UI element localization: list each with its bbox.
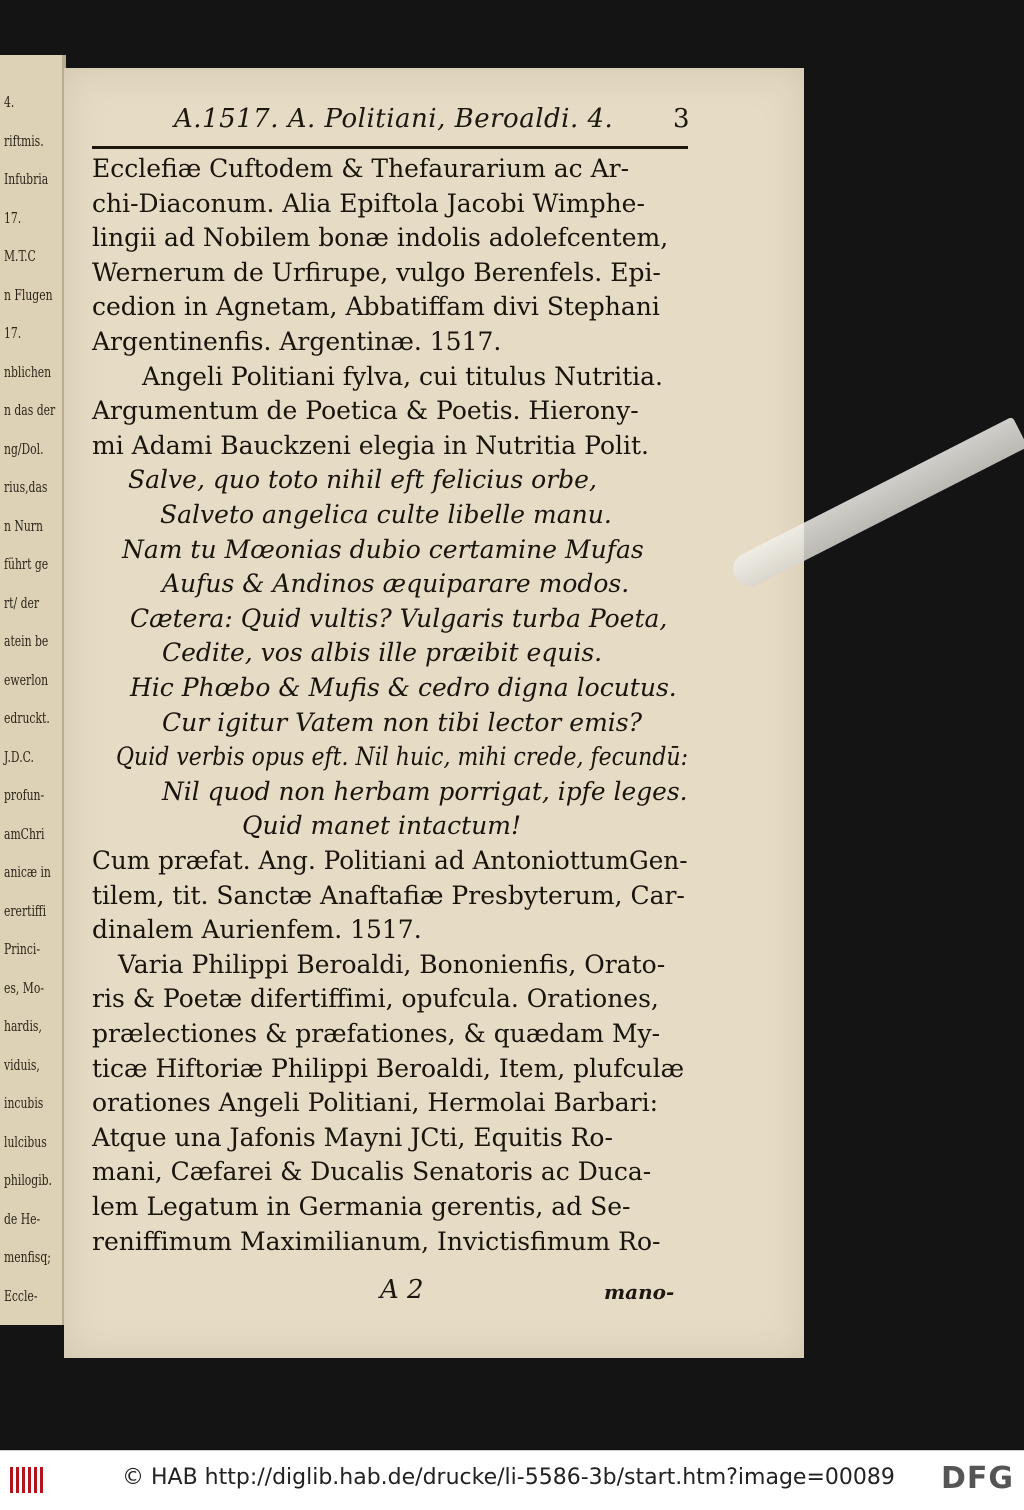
facing-page-fragment: 4.	[4, 93, 15, 111]
facing-page-fragment: n das der	[4, 401, 56, 419]
text-line: cedion in Agnetam, Abbatiffam divi Stephani	[92, 292, 660, 322]
facing-page-fragment: edruckt.	[4, 709, 50, 727]
text-line: Nam tu Mœonias dubio certamine Mufas	[122, 534, 644, 564]
facing-page-fragment: J.D.C.	[4, 747, 34, 766]
text-line: mi Adami Bauckzeni elegia in Nutritia Polit.	[92, 430, 649, 460]
copyright-url[interactable]: © HAB http://diglib.hab.de/drucke/li-5586-3b/start.htm?image=00089	[122, 1465, 895, 1490]
text-line: Atque una Jafonis Mayni JCti, Equitis Ro-	[92, 1122, 613, 1152]
text-line: orationes Angeli Politiani, Hermolai Barbari:	[92, 1088, 659, 1118]
page-number: 3	[672, 104, 690, 134]
text-line: Ecclefiæ Cuftodem & Thefaurarium ac Ar-	[92, 154, 630, 183]
facing-page-fragment: profun-	[4, 786, 45, 804]
facing-page-fragment: atein be	[4, 632, 49, 650]
text-line: Salveto angelica culte libelle manu.	[160, 500, 612, 529]
text-line: Cætera: Quid vultis? Vulgaris turba Poeta,	[130, 603, 668, 633]
running-head	[110, 104, 690, 140]
facing-page-fragment: M.T.C	[4, 247, 36, 265]
facing-page-fragment: lulcibus	[4, 1132, 47, 1151]
facing-page-fragment: 17.	[4, 324, 22, 342]
facing-page-fragment: führt ge	[4, 555, 49, 573]
facing-page-fragment: n Flugen	[4, 285, 53, 304]
hab-library-logo-icon	[8, 1463, 44, 1497]
text-line: Quid verbis opus eft. Nil huic, mihi crede, fecundū:	[116, 742, 688, 772]
running-head-title: A.1517. A. Politiani, Beroaldi. 4.	[174, 104, 614, 134]
facing-page-fragment: rt/ der	[4, 593, 40, 612]
dfg-logo: DFG	[940, 1461, 1014, 1496]
text-line: Argumentum de Poetica & Poetis. Hierony-	[92, 396, 639, 426]
facing-page-fragment: incubis	[4, 1094, 44, 1112]
signature-mark: A 2	[380, 1275, 424, 1305]
text-line: Angeli Politiani fylva, cui titulus Nutritia.	[142, 361, 663, 391]
text-line: Varia Philippi Beroaldi, Bononienfis, Orato-	[118, 949, 666, 979]
facing-page-edge	[0, 55, 66, 1325]
facing-page-fragment: philogib.	[4, 1171, 53, 1189]
text-line: ris & Poetæ difertiffimi, opufcula. Orationes,	[92, 984, 659, 1014]
text-line: dinalem Aurienfem. 1517.	[92, 915, 422, 945]
facing-page-fragment: Infubria	[4, 170, 49, 188]
catchword: mano-	[604, 1280, 675, 1304]
facing-page-fragment: rius,das	[4, 478, 48, 496]
facing-page-fragment: ewerlon	[4, 670, 49, 689]
text-line: lingii ad Nobilem bonæ indolis adolefcentem,	[92, 223, 669, 253]
text-line: ticæ Hiftoriæ Philippi Beroaldi, Item, plufculæ	[92, 1053, 685, 1083]
text-line: reniffimum Maximilianum, Invictisfimum Ro-	[92, 1226, 661, 1256]
text-line: Argentinenfis. Argentinæ. 1517.	[92, 327, 502, 356]
facing-page-fragment: amChri	[4, 824, 45, 843]
footer-bar	[0, 1450, 1024, 1510]
text-line: mani, Cæfarei & Ducalis Senatoris ac Duca-	[92, 1157, 652, 1187]
text-line: Hic Phœbo & Mufis & cedro digna locutus.	[130, 673, 677, 702]
text-line: Salve, quo toto nihil eft felicius orbe,	[128, 465, 597, 495]
head-rule	[92, 146, 688, 149]
facing-page-fragment: erertiffi	[4, 901, 47, 920]
facing-page-fragment: anicæ in	[4, 863, 51, 881]
text-line: Nil quod non herbam porrigat, ipfe leges.	[162, 776, 688, 806]
text-line: prælectiones & præfationes, & quædam My-	[92, 1019, 661, 1048]
text-line: chi-Diaconum. Alia Epiftola Jacobi Wimphe-	[92, 188, 645, 218]
facing-page-fragment: de He-	[4, 1209, 41, 1228]
text-line: Aufus & Andinos æquiparare modos.	[162, 569, 630, 599]
text-line: Wernerum de Urfirupe, vulgo Berenfels. Epi-	[92, 257, 661, 287]
text-line: Cedite, vos albis ille præibit equis.	[162, 638, 603, 668]
facing-page-fragment: menfisq;	[4, 1248, 51, 1266]
facing-page-fragment: n Nurn	[4, 516, 43, 535]
facing-page-fragment: viduis,	[4, 1055, 40, 1074]
facing-page-fragment: Princi-	[4, 940, 40, 958]
facing-page-fragment: nblichen	[4, 362, 52, 381]
text-line: Quid manet intactum!	[242, 811, 521, 841]
facing-page-fragment: 17.	[4, 208, 22, 227]
text-line: Cur igitur Vatem non tibi lector emis?	[162, 707, 643, 737]
facing-page-fragment: hardis,	[4, 1017, 42, 1035]
text-line: Cum præfat. Ang. Politiani ad AntoniottumGen-	[92, 846, 688, 875]
facing-page-fragment: riftmis.	[4, 131, 44, 150]
facing-page-fragment: ng/Dol.	[4, 439, 44, 458]
facing-page-fragment: es, Mo-	[4, 978, 45, 997]
facing-page-fragment: Eccle-	[4, 1286, 38, 1305]
text-line: lem Legatum in Germania gerentis, ad Se-	[92, 1192, 631, 1221]
text-line: tilem, tit. Sanctæ Anaftafiæ Presbyterum, Car-	[92, 880, 685, 910]
